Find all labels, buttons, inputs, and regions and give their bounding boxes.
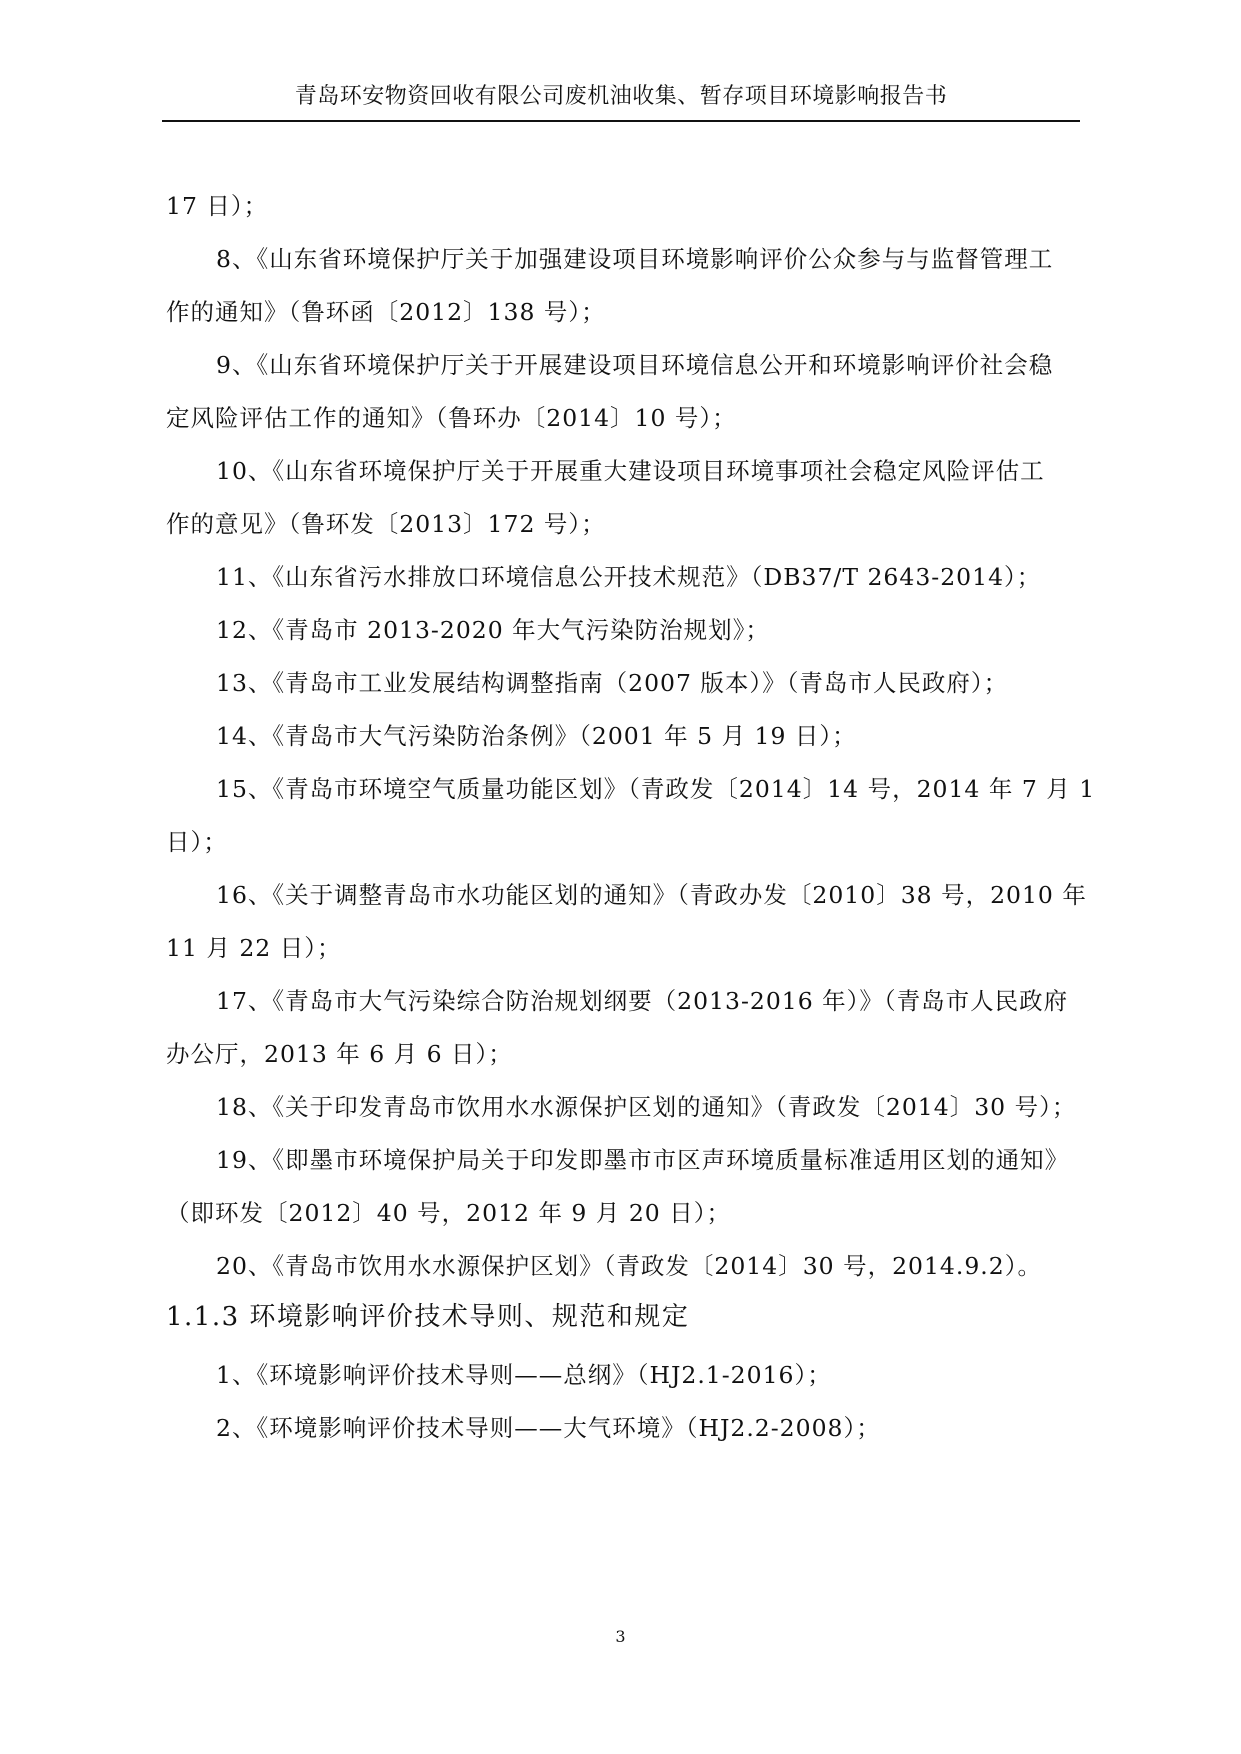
text-line: 办公厅，2013 年 6 月 6 日）； (166, 1040, 513, 1068)
header-rule (162, 120, 1080, 122)
text-line: （即环发〔2012〕40 号，2012 年 9 月 20 日）； (166, 1199, 731, 1227)
text-line: 17 日）； (166, 192, 269, 220)
list-item-18: 18、《关于印发青岛市饮用水水源保护区划的通知》（青政发〔2014〕30 号）； (216, 1093, 1077, 1121)
list-item-17: 17、《青岛市大气污染综合防治规划纲要（2013-2016 年）》（青岛市人民政府 (216, 987, 1069, 1015)
list-item-11: 11、《山东省污水排放口环境信息公开技术规范》（DB37/T 2643-2014）； (216, 563, 1042, 591)
list-item-10: 10、《山东省环境保护厅关于开展重大建设项目环境事项社会稳定风险评估工 (216, 457, 1045, 485)
page-header: 青岛环安物资回收有限公司废机油收集、暂存项目环境影响报告书 (294, 84, 948, 109)
list-item-12: 12、《青岛市 2013-2020 年大气污染防治规划》； (216, 616, 770, 644)
list-item-1: 1、《环境影响评价技术导则——总纲》（HJ2.1-2016）； (216, 1361, 832, 1389)
text-line: 作的通知》（鲁环函〔2012〕138 号）； (166, 298, 606, 326)
list-item-2: 2、《环境影响评价技术导则——大气环境》（HJ2.2-2008）； (216, 1414, 881, 1442)
list-item-13: 13、《青岛市工业发展结构调整指南（2007 版本）》（青岛市人民政府）； (216, 669, 1009, 697)
text-line: 日）； (166, 828, 228, 856)
text-line: 定风险评估工作的通知》（鲁环办〔2014〕10 号）； (166, 404, 737, 432)
list-item-9: 9、《山东省环境保护厅关于开展建设项目环境信息公开和环境影响评价社会稳 (216, 351, 1054, 379)
list-item-15: 15、《青岛市环境空气质量功能区划》（青政发〔2014〕14 号，2014 年 7 月 1 (216, 775, 1096, 803)
list-item-14: 14、《青岛市大气污染防治条例》（2001 年 5 月 19 日）； (216, 722, 857, 750)
list-item-16: 16、《关于调整青岛市水功能区划的通知》（青政办发〔2010〕38 号，2010 年 (216, 881, 1087, 909)
list-item-20: 20、《青岛市饮用水水源保护区划》（青政发〔2014〕30 号，2014.9.2）。 (216, 1252, 1042, 1280)
text-line: 11 月 22 日）； (166, 934, 342, 962)
list-item-8: 8、《山东省环境保护厅关于加强建设项目环境影响评价公众参与与监督管理工 (216, 245, 1054, 273)
section-heading: 1.1.3 环境影响评价技术导则、规范和规定 (166, 1302, 690, 1332)
page-number: 3 (615, 1627, 626, 1646)
list-item-19: 19、《即墨市环境保护局关于印发即墨市市区声环境质量标准适用区划的通知》 (216, 1146, 1070, 1174)
text-line: 作的意见》（鲁环发〔2013〕172 号）； (166, 510, 606, 538)
